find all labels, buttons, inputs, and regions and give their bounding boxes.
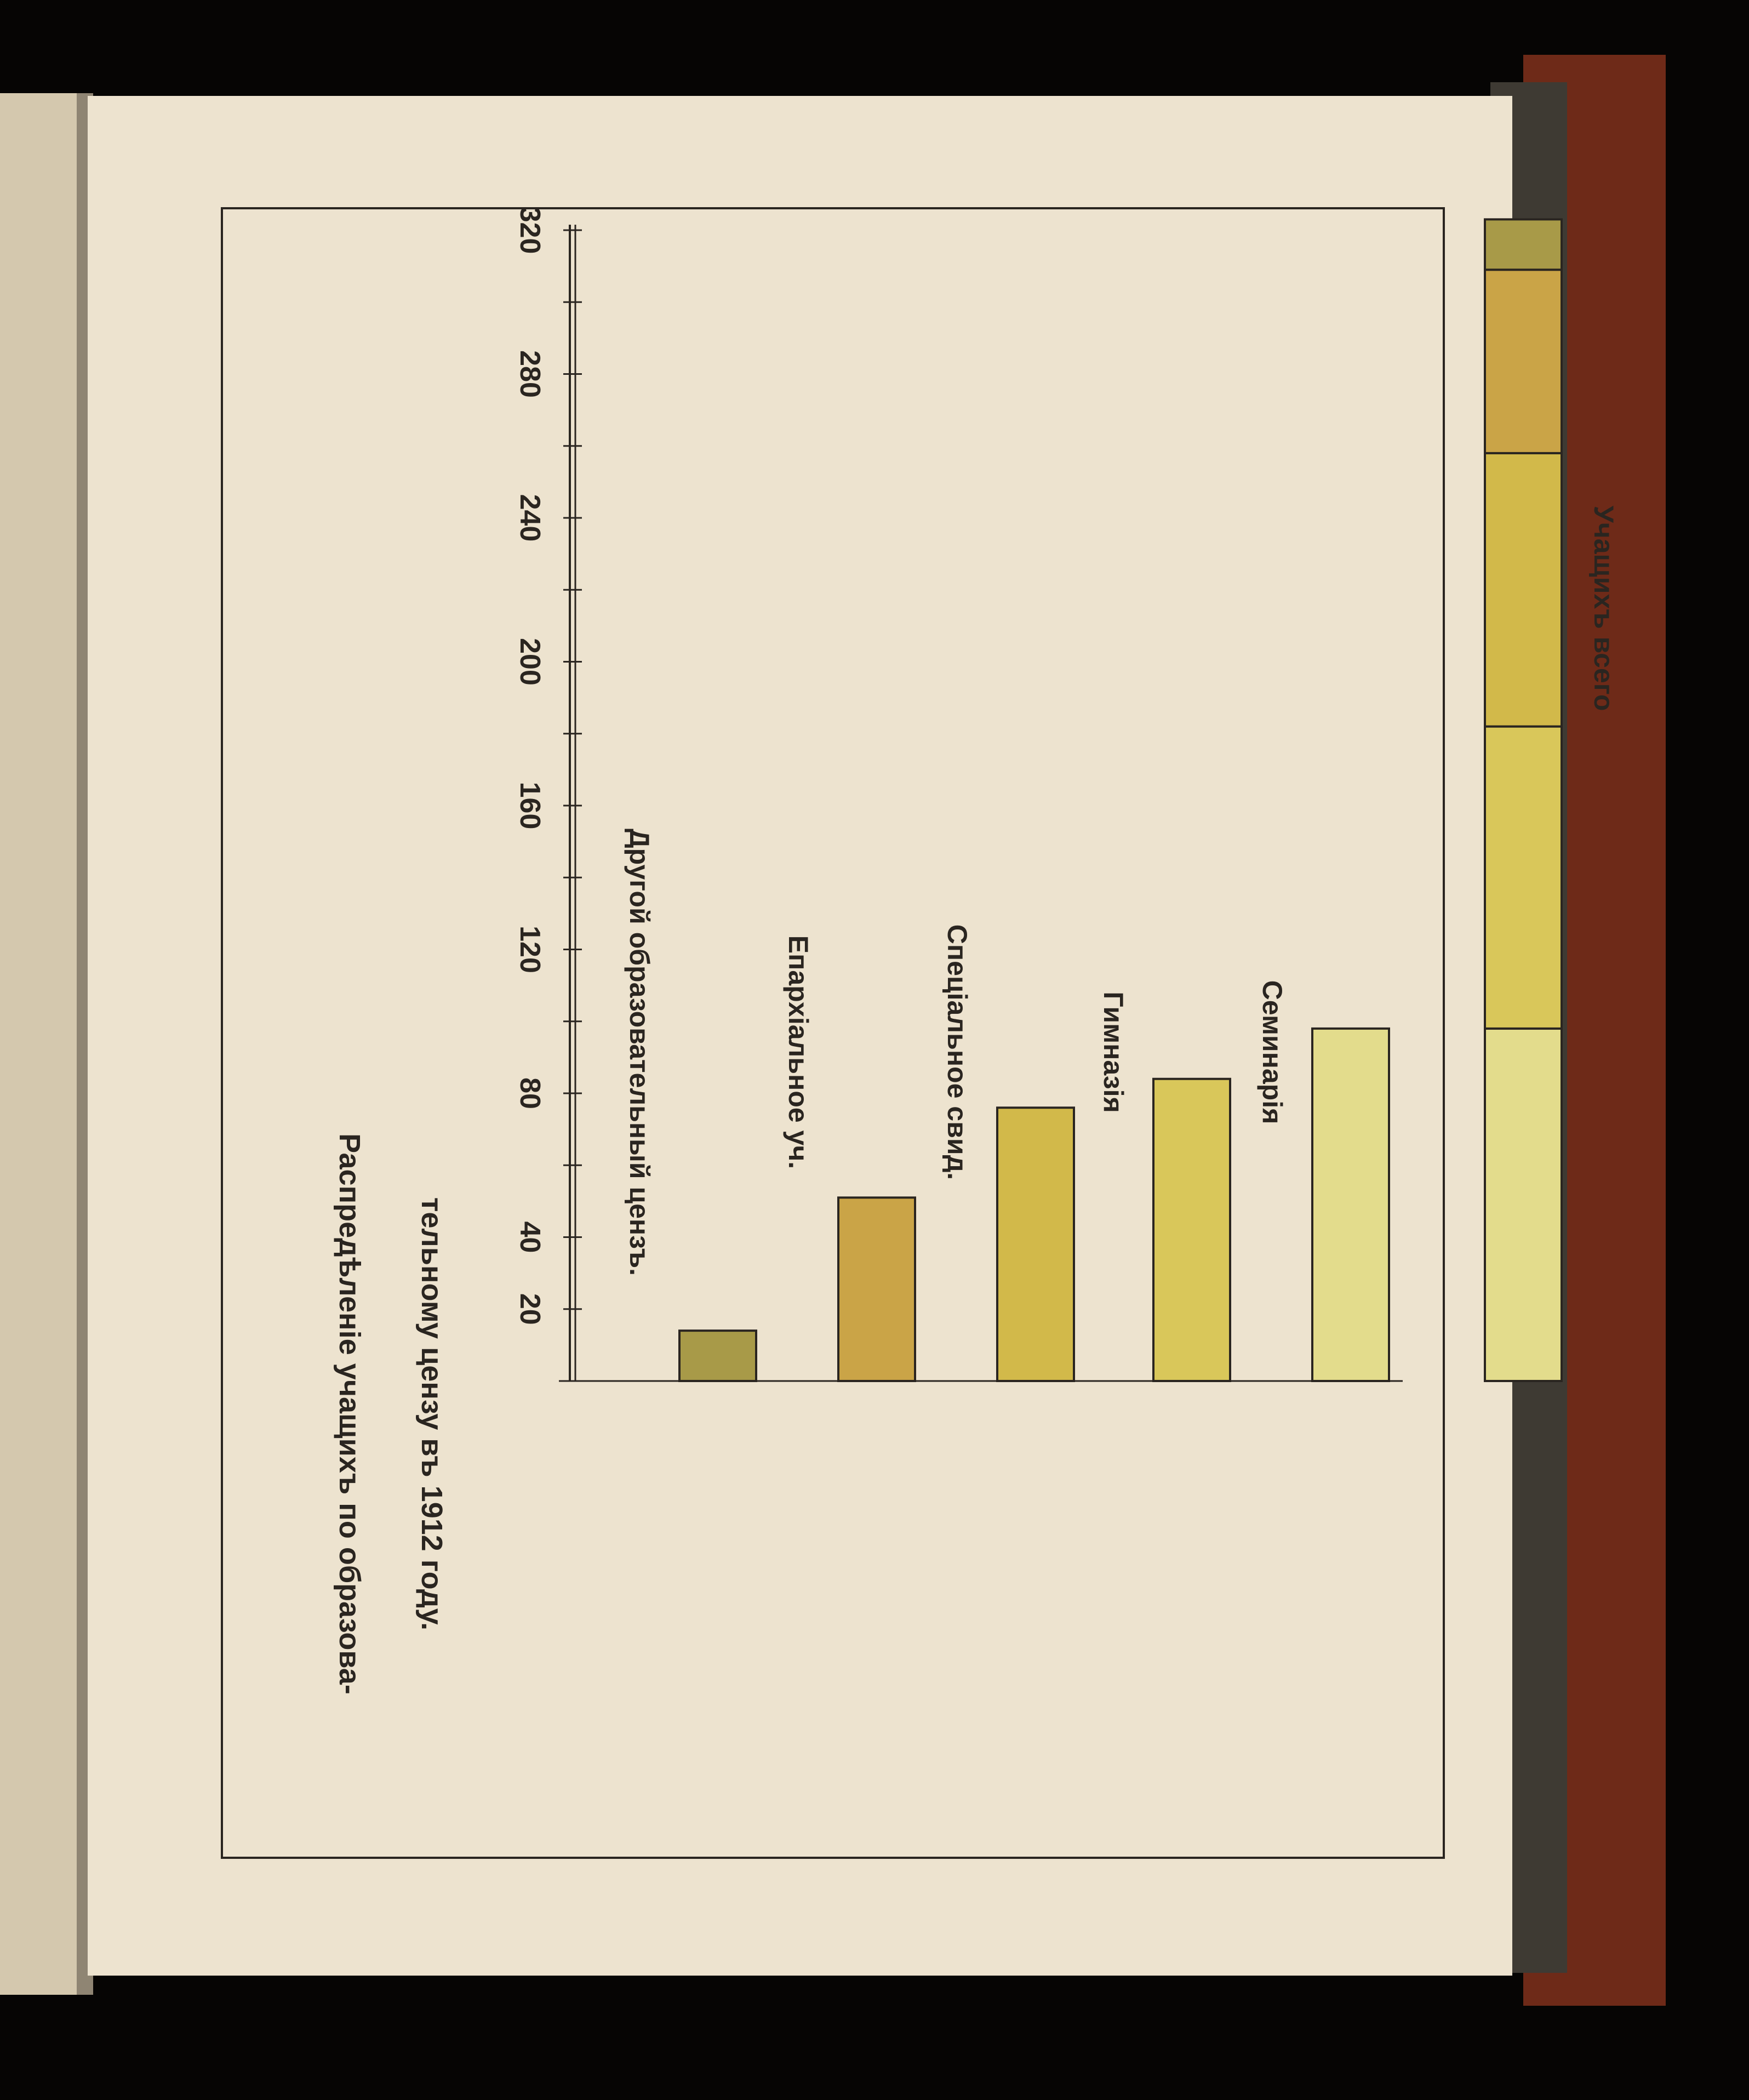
axis-tick-label: 200 [514,638,546,686]
bar-3 [997,1108,1074,1381]
total-bar-segment-3 [1485,453,1562,727]
axis-tick-label: 320 [514,206,546,254]
axis-tick-label: 120 [514,926,546,973]
bar-1 [679,1331,756,1381]
category-label-3: Спеціальное свид. [942,924,973,1180]
axis-tick-label: 160 [514,781,546,830]
axis-tick-label: 240 [514,494,546,542]
bar-4 [1153,1079,1230,1381]
chart-title-line-2: тельному цензу въ 1912 году. [415,1197,448,1631]
total-bar-segment-2 [1485,727,1562,1029]
total-bar-segment-5 [1485,219,1562,270]
bar-5 [1312,1029,1389,1381]
bar-2 [838,1197,915,1381]
category-label-total: Учащихъ всего [1588,505,1619,711]
total-bar-segment-4 [1485,270,1562,453]
category-label-1: Другой образовательный цензъ. [624,828,655,1276]
category-label-5: Семинарія [1257,980,1288,1125]
left-page [0,93,88,1995]
axis-tick-label: 20 [514,1293,546,1325]
category-label-2: Епархіальное уч. [783,935,814,1169]
chart-title-line-1: Распредѣленіе учащихъ по образова- [333,1133,366,1694]
axis-tick-label: 280 [514,350,546,398]
axis-tick-label: 40 [514,1221,546,1253]
category-label-4: Гимназія [1098,991,1129,1113]
axis-tick-label: 80 [514,1077,546,1109]
total-bar-segment-1 [1485,1029,1562,1381]
